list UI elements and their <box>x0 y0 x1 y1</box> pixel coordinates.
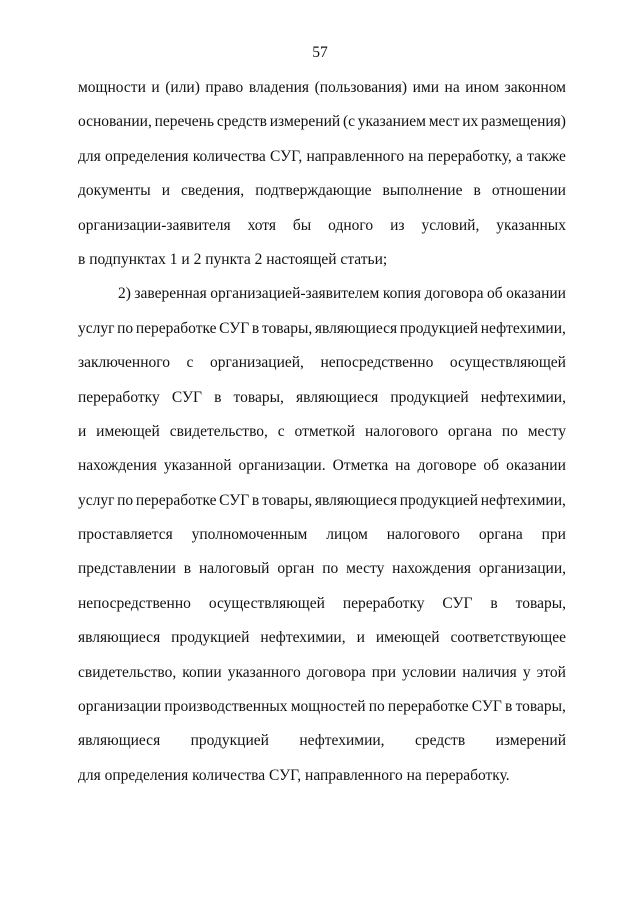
word: услуг <box>78 319 115 337</box>
word: и <box>78 422 87 440</box>
word: для <box>78 147 101 165</box>
word: заключенного <box>78 354 170 372</box>
word: указанного <box>227 663 301 681</box>
word: выполнение <box>382 182 463 200</box>
line-text: для определения количества СУГ, направленного на переработку. <box>78 766 510 784</box>
word: нефтехимии, <box>299 732 385 750</box>
word: осуществляющей <box>449 354 566 372</box>
word: по <box>117 491 134 509</box>
word: нефтехимии, <box>480 491 566 509</box>
word: условии <box>402 663 457 681</box>
word: продукцией <box>399 491 479 509</box>
word: СУГ, <box>270 147 303 165</box>
word: отметкой <box>294 422 356 440</box>
word: мест <box>428 113 460 131</box>
word: перечень <box>154 113 215 131</box>
word: также <box>527 147 566 165</box>
word: сведения, <box>181 182 245 200</box>
word: переработку <box>78 388 160 406</box>
word: измерений <box>495 732 566 750</box>
word: в <box>183 560 192 578</box>
word: в <box>214 388 222 406</box>
word: по <box>322 560 339 578</box>
word: (пользования) <box>314 79 408 96</box>
word: из <box>390 216 405 234</box>
word: СУГ <box>219 319 250 337</box>
word: переработку <box>342 594 425 612</box>
word: уполномоченным <box>191 526 308 544</box>
word: мощностей <box>290 698 366 716</box>
word: и <box>151 79 160 96</box>
line-text: в подпунктах 1 и 2 пункта 2 настоящей статьи; <box>78 250 388 268</box>
word: указанных <box>496 216 566 234</box>
word: ими <box>412 79 439 96</box>
word: по <box>501 422 518 440</box>
word: с <box>277 422 285 440</box>
word: договора <box>306 663 366 681</box>
word: заверенная <box>134 285 207 303</box>
word: организацией-заявителем <box>210 285 380 303</box>
word: являющиеся <box>314 319 398 337</box>
word: производственных <box>164 698 288 716</box>
text-line <box>78 552 566 586</box>
text-line <box>78 209 566 243</box>
word: у <box>522 663 531 681</box>
word: органа <box>478 526 523 544</box>
word: продукцией <box>171 629 250 647</box>
word: товары, <box>261 319 313 337</box>
word: по <box>117 319 134 337</box>
word: средств <box>414 732 466 750</box>
word: указанием <box>357 113 426 131</box>
text-line <box>78 71 566 105</box>
word: СУГ <box>171 388 202 406</box>
text-line <box>78 312 566 346</box>
word: количества <box>192 147 266 165</box>
word: имеющей <box>96 422 160 440</box>
word: представлении <box>78 560 176 578</box>
word: лицом <box>326 526 368 544</box>
word: товары, <box>261 491 313 509</box>
word: право <box>205 79 244 96</box>
word: налогового <box>364 422 439 440</box>
word: и <box>161 182 170 200</box>
word: нефтехимии, <box>480 319 566 337</box>
word: являющиеся <box>78 629 161 647</box>
word: свидетельство, <box>78 663 177 681</box>
word: продукцией <box>399 319 479 337</box>
word: размещения) <box>481 113 566 131</box>
word: на <box>444 79 460 96</box>
word: СУГ <box>219 491 250 509</box>
word: являющиеся <box>78 732 161 750</box>
word: организацией, <box>209 354 304 372</box>
word: копии <box>182 663 222 681</box>
word: нахождения <box>392 560 472 578</box>
word: в <box>505 698 513 716</box>
word: организации <box>78 698 162 716</box>
word: продукцией <box>390 388 469 406</box>
text-line <box>78 105 566 139</box>
word: договора <box>424 285 484 303</box>
text-line <box>78 759 566 793</box>
word: оказании <box>506 457 566 475</box>
word: организации. <box>238 457 326 475</box>
word: наличия <box>462 663 517 681</box>
word: являющиеся <box>314 491 398 509</box>
text-line <box>78 484 566 518</box>
word: владения <box>248 79 310 96</box>
word: продукцией <box>190 732 269 750</box>
word: (или) <box>165 79 200 96</box>
text-line <box>78 243 566 277</box>
word: нефтехимии, <box>480 388 566 406</box>
word: СУГ <box>471 698 502 716</box>
word: товары, <box>515 594 566 612</box>
word: переработку, <box>427 147 512 165</box>
word: товары, <box>515 698 566 716</box>
text-line <box>78 724 566 758</box>
word: в <box>251 491 260 509</box>
word: товары, <box>233 388 284 406</box>
word: а <box>516 147 523 165</box>
word: измерений <box>269 113 341 131</box>
word: направленного <box>306 147 405 165</box>
word: свидетельство, <box>169 422 268 440</box>
word: хотя <box>247 216 276 234</box>
word: организации, <box>478 560 566 578</box>
word: орган <box>277 560 315 578</box>
word: их <box>462 113 479 131</box>
word: проставляется <box>78 526 173 544</box>
word: непосредственно <box>320 354 434 372</box>
word: этой <box>536 663 566 681</box>
document-body <box>78 71 566 793</box>
word: об <box>483 457 500 475</box>
word: Отметка <box>332 457 389 475</box>
text-line <box>78 518 566 552</box>
page-number: 57 <box>312 44 328 61</box>
word: месту <box>527 422 566 440</box>
word: на <box>395 457 411 475</box>
word: в <box>473 182 481 200</box>
word: переработке <box>387 698 469 716</box>
word: указанной <box>163 457 232 475</box>
word: средств <box>216 113 267 131</box>
text-line <box>78 140 566 174</box>
word: документы <box>78 182 151 200</box>
word: месту <box>346 560 385 578</box>
word: копия <box>382 285 422 303</box>
word: имеющей <box>375 629 440 647</box>
word: налоговый <box>198 560 270 578</box>
word: в <box>251 319 260 337</box>
word: услуг <box>78 491 115 509</box>
word: переработке <box>135 491 217 509</box>
text-line <box>78 690 566 724</box>
word: налогового <box>386 526 460 544</box>
word: переработке <box>135 319 217 337</box>
word: при <box>371 663 397 681</box>
text-line <box>78 174 566 208</box>
word: отношении <box>491 182 566 200</box>
word: нефтехимии, <box>260 629 346 647</box>
text-line <box>78 656 566 690</box>
word: нахождения <box>78 457 157 475</box>
word: об <box>487 285 503 303</box>
word: в <box>490 594 498 612</box>
word: по <box>368 698 385 716</box>
word: договоре <box>417 457 477 475</box>
word: мощности <box>78 79 146 96</box>
word: одного <box>328 216 374 234</box>
text-line <box>78 381 566 415</box>
word: на <box>408 147 424 165</box>
word: подтверждающие <box>255 182 372 200</box>
word: основании, <box>78 113 152 131</box>
text-line <box>78 621 566 655</box>
word: определения <box>104 147 189 165</box>
word: осуществляющей <box>208 594 325 612</box>
word: с <box>186 354 194 372</box>
word: СУГ <box>442 594 473 612</box>
word: бы <box>292 216 312 234</box>
word: законном <box>504 79 566 96</box>
word: организации-заявителя <box>78 216 231 234</box>
text-line <box>78 587 566 621</box>
word: 2) <box>118 285 131 303</box>
word: ином <box>465 79 500 96</box>
word: соответствующее <box>450 629 566 647</box>
word: являющиеся <box>296 388 379 406</box>
word: непосредственно <box>78 594 191 612</box>
text-line <box>78 415 566 449</box>
text-line <box>78 346 566 380</box>
word: при <box>541 526 566 544</box>
word: условий, <box>421 216 480 234</box>
text-line <box>78 449 566 483</box>
word: и <box>356 629 365 647</box>
text-line <box>78 277 566 311</box>
word: оказании <box>506 285 566 303</box>
word: (с <box>342 113 355 131</box>
word: органа <box>448 422 492 440</box>
